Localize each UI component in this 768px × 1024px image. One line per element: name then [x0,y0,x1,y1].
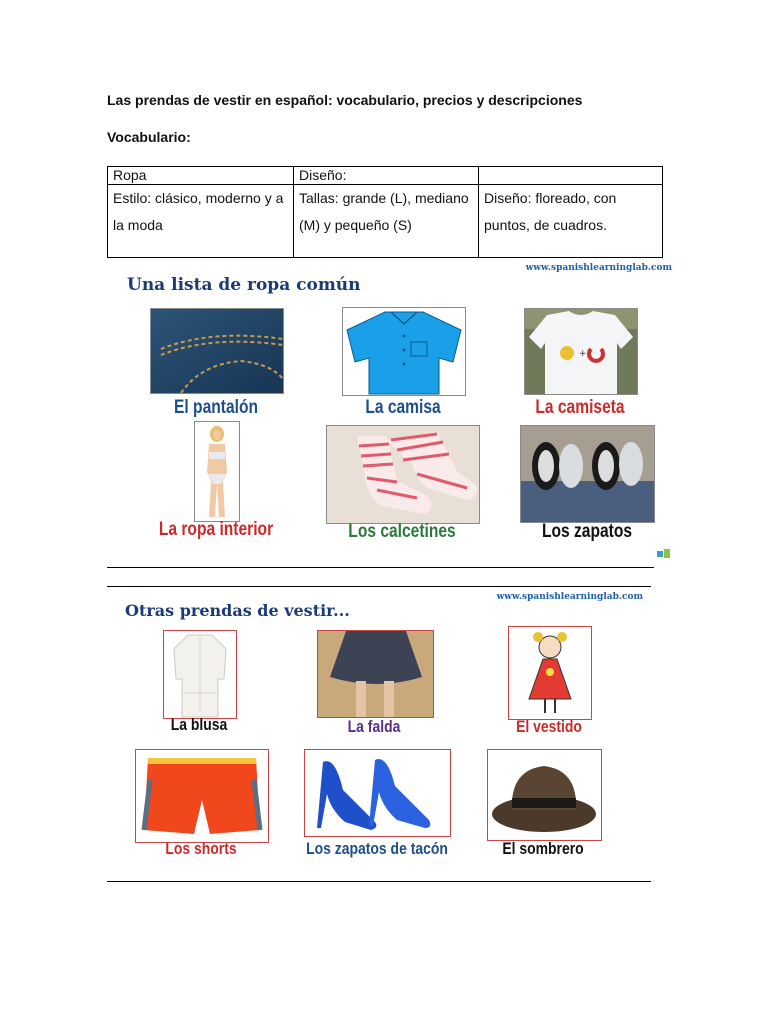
caption-pantalon: El pantalón [174,397,258,418]
caption-vestido: El vestido [516,717,582,736]
site-url: www.spanishlearninglab.com [496,592,643,602]
shorts-image [135,749,269,843]
sneakers-image [520,425,655,523]
section-subtitle: Vocabulario: [107,129,191,145]
tshirt-image [524,308,638,395]
caption-camisa: La camisa [365,397,441,418]
caption-zapatos-tacon: Los zapatos de tacón [306,839,448,858]
site-logo-icon [656,547,672,559]
dress-girl-image [508,626,592,720]
caption-falda: La falda [347,717,401,736]
caption-camiseta: La camiseta [535,397,625,418]
svg-text:+: + [579,349,587,359]
divider [107,586,651,587]
table-header-cell: Ropa [108,167,294,185]
vocabulary-table [107,166,663,258]
poster-heading: Una lista de ropa común [127,275,361,295]
caption-shorts: Los shorts [165,839,237,858]
table-header-row [108,167,663,185]
table-row [108,185,663,258]
caption-sombrero: El sombrero [502,839,584,858]
caption-ropa-interior: La ropa interior [158,519,274,540]
blouse-image [163,630,237,719]
poster-heading: Otras prendas de vestir... [125,601,350,620]
table-cell: Tallas: grande (L), mediano (M) y pequeño (S) [294,185,479,258]
table-cell: Estilo: clásico, moderno y a la moda [108,185,294,258]
table-header-cell [479,167,663,185]
other-clothes-poster [107,588,651,878]
common-clothes-poster [107,259,682,566]
divider [107,567,654,568]
high-heels-image [304,749,451,837]
document-title: Las prendas de vestir en español: vocabulario, precios y descripciones [107,92,583,108]
divider [107,881,651,882]
caption-blusa: La blusa [170,715,228,734]
hat-image [487,749,602,841]
caption-calcetines: Los calcetines [348,521,456,542]
table-cell: Diseño: floreado, con puntos, de cuadros. [479,185,663,258]
table-header-cell: Diseño: [294,167,479,185]
caption-zapatos: Los zapatos [541,521,633,542]
site-url: www.spanishlearninglab.com [525,263,672,273]
jeans-pocket-image [150,308,284,394]
skirt-image [317,630,434,718]
socks-image [326,425,480,524]
shirt-image [342,307,466,396]
underwear-figure-image [194,421,240,522]
